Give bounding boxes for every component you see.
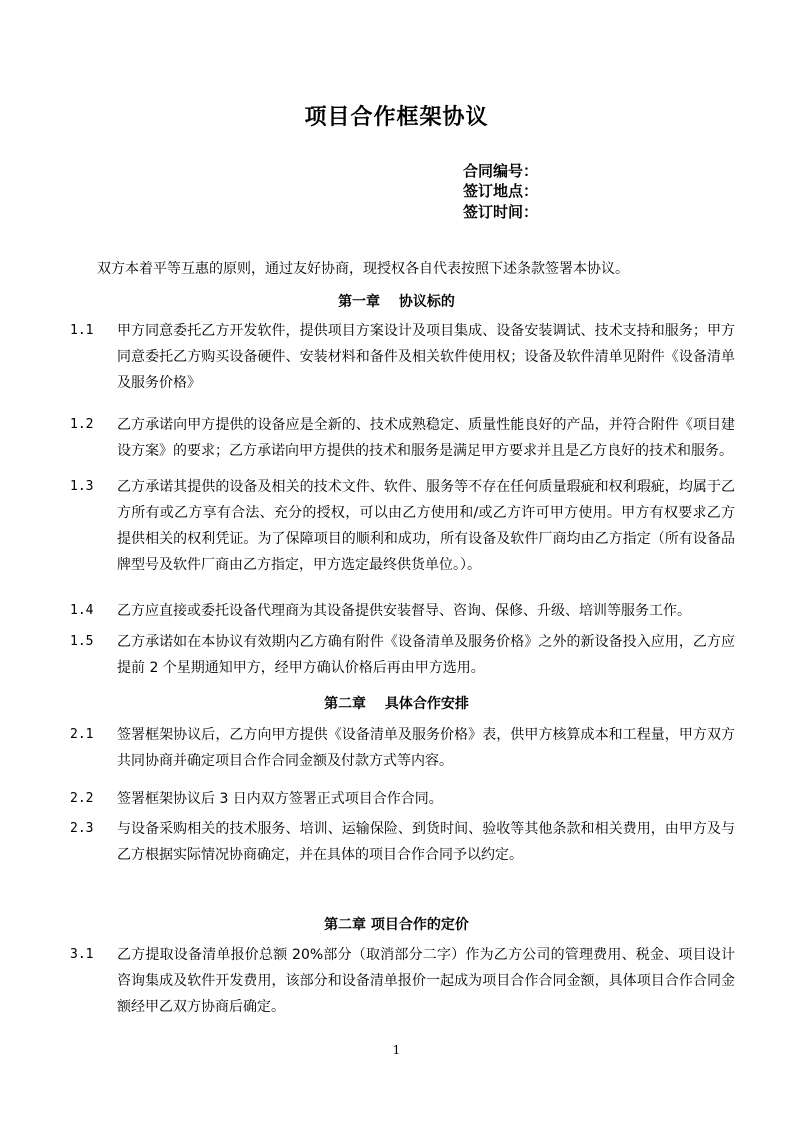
clause-number: 1.4 bbox=[70, 603, 94, 618]
clause-2-2 bbox=[70, 786, 735, 812]
chapter-1-title: 第一章 协议标的 bbox=[338, 294, 455, 310]
clause-number: 2.3 bbox=[70, 821, 94, 836]
clause-1-1 bbox=[70, 318, 735, 396]
contract-number-label: 合同编号： bbox=[463, 162, 539, 180]
clause-number: 1.3 bbox=[70, 479, 94, 494]
clause-text: 与设备采购相关的技术服务、培训、运输保险、到货时间、验收等其他条款和相关费用，由甲方及与乙方根据实际情况协商确定，并在具体的项目合作合同予以约定。 bbox=[117, 821, 735, 863]
clause-number: 1.1 bbox=[70, 323, 94, 338]
clause-number: 3.1 bbox=[70, 947, 94, 962]
clause-2-1 bbox=[70, 722, 735, 774]
clause-number: 2.2 bbox=[70, 791, 94, 806]
clause-3-1 bbox=[70, 942, 735, 1020]
clause-1-5 bbox=[70, 629, 735, 681]
page-number: 1 bbox=[392, 1043, 401, 1057]
clause-text: 甲方同意委托乙方开发软件，提供项目方案设计及项目集成、设备安装调试、技术支持和服务；甲方同意委托乙方购买设备硬件、安装材料和备件及相关软件使用权；设备及软件清单见附件《设备清单及服务价格》 bbox=[117, 323, 735, 391]
clause-text: 乙方提取设备清单报价总额 20%部分（取消部分二字）作为乙方公司的管理费用、税金、项目设计咨询集成及软件开发费用，该部分和设备清单报价一起成为项目合作合同金额，具体项目合作合同金额经甲乙双方协商后确定。 bbox=[117, 947, 735, 1015]
sign-time-label: 签订时间： bbox=[463, 203, 539, 221]
clause-text: 乙方承诺如在本协议有效期内乙方确有附件《设备清单及服务价格》之外的新设备投入应用，乙方应提前 2 个星期通知甲方，经甲方确认价格后再由甲方选用。 bbox=[117, 634, 735, 676]
clause-text: 乙方承诺向甲方提供的设备应是全新的、技术成熟稳定、质量性能良好的产品，并符合附件《项目建设方案》的要求；乙方承诺向甲方提供的技术和服务是满足甲方要求并且是乙方良好的技术和服务。 bbox=[117, 417, 735, 459]
clause-number: 2.1 bbox=[70, 727, 94, 742]
intro-paragraph: 双方本着平等互惠的原则，通过友好协商，现授权各自代表按照下述条款签署本协议。 bbox=[97, 261, 629, 277]
clause-1-2 bbox=[70, 412, 735, 464]
clause-text: 签署框架协议后 3 日内双方签署正式项目合作合同。 bbox=[117, 791, 443, 807]
clause-1-4 bbox=[70, 598, 735, 624]
clause-text: 签署框架协议后，乙方向甲方提供《设备清单及服务价格》表，供甲方核算成本和工程量，甲方双方共同协商并确定项目合作合同金额及付款方式等内容。 bbox=[117, 727, 735, 769]
clause-text: 乙方承诺其提供的设备及相关的技术文件、软件、服务等不存在任何质量瑕疵和权利瑕疵，均属于乙方所有或乙方享有合法、充分的授权，可以由乙方使用和/或乙方许可甲方使用。甲方有权要求乙方提供相关的权利凭证。为了保障项目的顺利和成功，所有设备及软件厂商均由乙方指定（所有设备品牌型号及软件厂商由乙方指定，甲方选定最终供货单位。）。 bbox=[117, 479, 735, 573]
clause-1-3 bbox=[70, 474, 735, 578]
clause-number: 1.2 bbox=[70, 417, 94, 432]
clause-text: 乙方应直接或委托设备代理商为其设备提供安装督导、咨询、保修、升级、培训等服务工作。 bbox=[117, 603, 691, 619]
clause-number: 1.5 bbox=[70, 634, 94, 649]
clause-2-3 bbox=[70, 816, 735, 868]
document-title: 项目合作框架协议 bbox=[304, 104, 489, 130]
sign-place-label: 签订地点： bbox=[463, 182, 539, 200]
chapter-2-title: 第二章 具体合作安排 bbox=[324, 696, 469, 712]
chapter-3-title: 第二章 项目合作的定价 bbox=[324, 917, 469, 933]
